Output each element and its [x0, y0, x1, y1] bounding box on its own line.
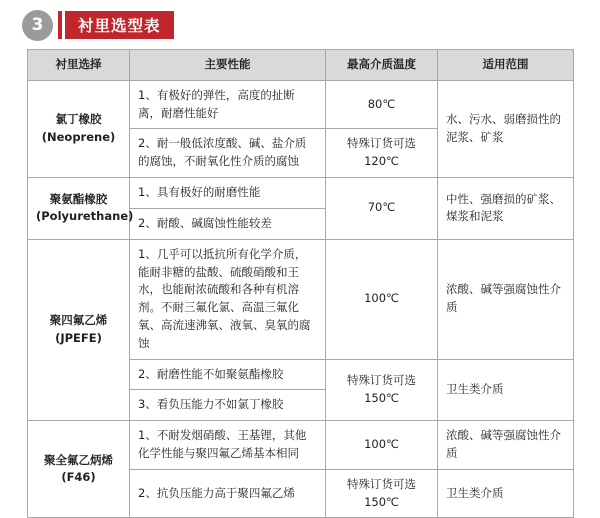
- cell-performance: 1、具有极好的耐磨性能: [130, 178, 326, 209]
- cell-performance: 1、几乎可以抵抗所有化学介质，能耐非糖的盐酸、硫酸硝酸和王水，也能耐浓硫酸和各种有机溶剂。不耐三氟化氯、高温三氟化氧、高流速沸氧、液氧、臭氧的腐蚀: [130, 239, 326, 359]
- column-header-lining: 衬里选择: [28, 50, 130, 81]
- cell-temperature: [326, 129, 438, 178]
- scope-line: 质: [446, 300, 458, 315]
- cell-temperature: [326, 469, 438, 518]
- temperature-value: 150℃: [364, 390, 399, 405]
- scope-line: 浓酸、碱等强腐蚀性介: [446, 428, 561, 443]
- cell-performance: 2、耐一般低浓度酸、碱、盐介质的腐蚀，不耐氧化性介质的腐蚀: [130, 129, 326, 178]
- temperature-note: 特殊订货可选: [347, 136, 416, 151]
- lining-name-en: (F46): [61, 470, 96, 485]
- section-header: [22, 8, 174, 42]
- cell-scope: 卫生类介质: [438, 359, 574, 421]
- cell-performance: 2、耐酸、碱腐蚀性能较差: [130, 208, 326, 239]
- cell-performance: 2、耐磨性能不如聚氨酯橡胶: [130, 359, 326, 390]
- cell-scope: 卫生类介质: [438, 469, 574, 518]
- cell-temperature: 80℃: [326, 80, 438, 129]
- lining-name-en: (JPEFE): [55, 330, 102, 345]
- lining-name-en: (Polyurethane): [36, 209, 134, 224]
- table-row: [28, 239, 574, 359]
- page-title: 衬里选型表: [78, 17, 161, 35]
- cell-temperature: 100℃: [326, 239, 438, 359]
- cell-temperature: [326, 359, 438, 421]
- lining-name-cn: 氯丁橡胶: [55, 112, 102, 127]
- cell-performance: 1、不耐发烟硝酸、王基锂，其他化学性能与聚四氟乙烯基本相同: [130, 421, 326, 470]
- step-number-badge: 3: [22, 10, 53, 41]
- cell-lining-f46: [28, 421, 130, 518]
- scope-line: 质: [446, 446, 458, 460]
- cell-lining-polyurethane: [28, 178, 134, 240]
- temperature-value: 150℃: [364, 494, 399, 509]
- temperature-note: 特殊订货可选: [347, 373, 416, 388]
- table-body: [28, 80, 574, 518]
- cell-scope: 中性、强磨损的矿浆、煤浆和泥浆: [438, 178, 574, 240]
- cell-scope: 水、污水、弱磨损性的泥浆、矿浆: [438, 80, 574, 177]
- table-row: [28, 178, 574, 209]
- cell-performance: 3、看负压能力不如氯丁橡胶: [130, 390, 326, 421]
- lining-name-cn: 聚氨酯橡胶: [49, 191, 108, 206]
- table-header: [28, 50, 574, 81]
- table-row: [28, 80, 574, 129]
- lining-name-cn: 聚四氟乙烯: [49, 313, 108, 328]
- lining-name-cn: 聚全氟乙炳烯: [44, 452, 113, 467]
- temperature-note: 特殊订货可选: [347, 476, 416, 491]
- cell-lining-neoprene: [28, 80, 130, 177]
- table-row: [28, 421, 574, 470]
- cell-temperature: 100℃: [326, 421, 438, 470]
- cell-temperature: 70℃: [326, 178, 438, 240]
- cell-scope: [438, 421, 574, 470]
- column-header-performance: 主要性能: [130, 50, 326, 81]
- cell-lining-ptfe: [28, 239, 130, 421]
- lining-selection-table: [27, 49, 574, 518]
- column-header-scope: 适用范围: [438, 50, 574, 81]
- cell-scope: [438, 239, 574, 359]
- spec-table-container: [27, 49, 573, 518]
- section-title-bar: [65, 11, 174, 39]
- cell-performance: 1、有极好的弹性，高度的扯断离，耐磨性能好: [130, 80, 326, 129]
- table-header-row: [28, 50, 574, 81]
- column-header-temperature: 最高介质温度: [326, 50, 438, 81]
- temperature-value: 120℃: [364, 154, 399, 169]
- lining-name-en: (Neoprene): [41, 129, 116, 144]
- cell-performance: 2、抗负压能力高于聚四氟乙烯: [130, 469, 326, 518]
- scope-line: 浓酸、碱等强腐蚀性介: [446, 282, 561, 297]
